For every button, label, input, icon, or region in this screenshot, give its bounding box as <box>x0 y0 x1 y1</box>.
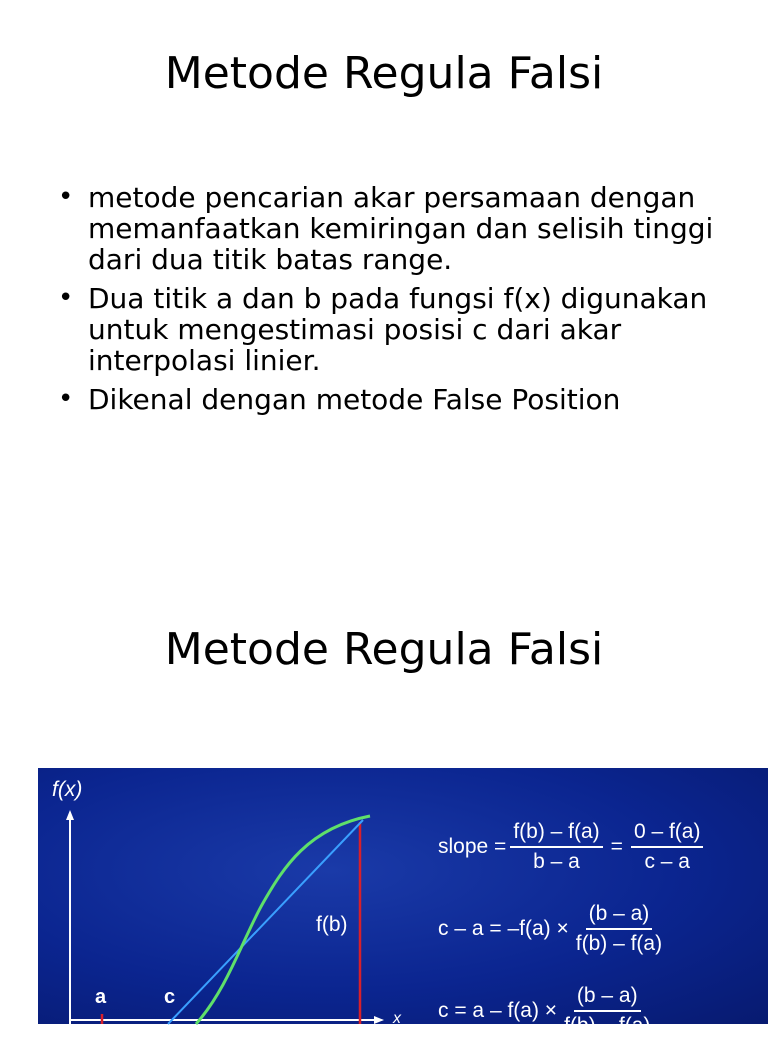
eq1-lhs: slope = <box>438 835 507 858</box>
x-axis-label: x <box>393 1010 401 1027</box>
c-minus-a-equation <box>438 902 669 956</box>
eq2-frac-den: f(b) – f(a) <box>575 932 663 955</box>
eq1-fraction-1 <box>510 820 602 874</box>
y-axis-arrow <box>66 810 74 820</box>
slide-title-2: Metode Regula Falsi <box>164 624 604 675</box>
fx-axis-label: f(x) <box>52 778 83 801</box>
bullet-text: Dikenal dengan metode False Position <box>88 383 621 416</box>
bullet-item <box>58 182 748 275</box>
eq3-lhs: c = a – f(a) × <box>438 999 558 1022</box>
eq2-fraction <box>573 902 665 956</box>
eq3-fraction <box>561 984 653 1038</box>
eq2-frac-num: (b – a) <box>586 902 653 930</box>
bullet-item <box>58 283 748 376</box>
point-a-label: a <box>95 986 107 1008</box>
bullet-text: Dua titik a dan b pada fungsi f(x) digunakan untuk mengestimasi posisi c dari akar interpolasi linier. <box>88 282 708 377</box>
eq1-frac2-num: 0 – f(a) <box>631 820 704 848</box>
bullet-dot: • <box>58 283 74 313</box>
bullet-list <box>58 182 748 423</box>
x-axis-arrow <box>374 1016 384 1024</box>
bullet-item <box>58 384 748 415</box>
eq3-frac-den: f(b) – f(a) <box>564 1014 651 1037</box>
slide-title: Metode Regula Falsi <box>164 48 604 99</box>
eq3-frac-num: (b – a) <box>574 984 641 1012</box>
eq1-frac1-den: b – a <box>533 850 580 873</box>
eq1-fraction-2 <box>631 820 704 874</box>
eq1-frac1-num: f(b) – f(a) <box>510 820 602 848</box>
point-c-label: c <box>164 986 176 1008</box>
fb-label: f(b) <box>316 913 348 936</box>
bullet-dot: • <box>58 182 74 212</box>
eq2-lhs: c – a = –f(a) × <box>438 917 569 940</box>
diagram-graphics <box>38 768 768 1024</box>
eq1-equals: = <box>610 835 623 858</box>
bullet-dot: • <box>58 384 74 414</box>
slope-equation <box>438 820 707 874</box>
bullet-text: metode pencarian akar persamaan dengan memanfaatkan kemiringan dan selisih tinggi dari dua titik batas range. <box>88 181 714 276</box>
c-equation <box>438 984 657 1038</box>
eq1-frac2-den: c – a <box>644 850 690 873</box>
regula-falsi-diagram <box>38 768 768 1037</box>
